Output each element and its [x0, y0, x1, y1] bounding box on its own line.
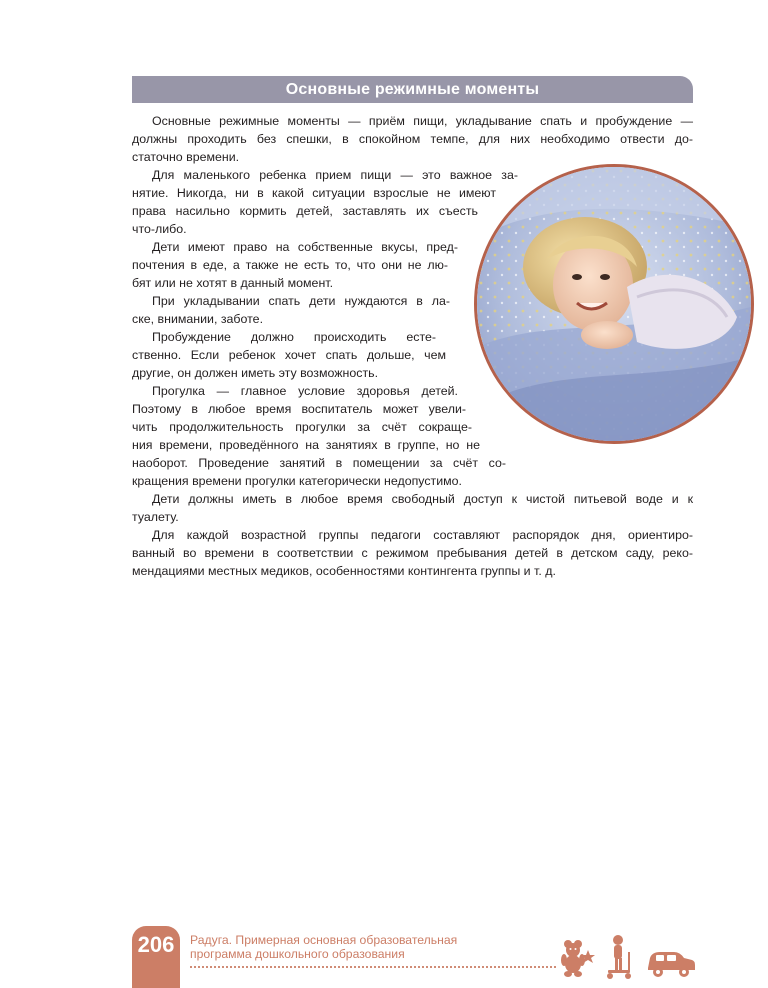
text-line: ния времени, проведённого на занятиях в группе, но не — [132, 438, 480, 452]
child-on-scooter-icon — [607, 935, 631, 979]
text-line: что-либо. — [132, 222, 187, 236]
text-line: ванный во времени в соответствии с режимом пребывания детей в детском саду, реко- — [132, 546, 693, 560]
text-line: чить продолжительность прогулки за счёт сокраще- — [132, 420, 472, 434]
text-line: кращения времени прогулки категорически недопустимо. — [132, 474, 463, 488]
text-line: другие, он должен иметь эту возможность. — [132, 366, 379, 380]
text-line: наоборот. Проведение занятий в помещении за счёт со- — [132, 456, 506, 470]
text-line: Для каждой возрастной группы педагоги составляют распорядок дня, ориентиро- — [152, 528, 693, 542]
text-line: мендациями местных медиков, особенностями контингента группы и т. д. — [132, 564, 556, 578]
toy-car-icon — [648, 952, 695, 977]
page-number-tab — [132, 926, 180, 988]
text-line: статочно времени. — [132, 150, 240, 164]
text-line: Пробуждение должно происходить есте- — [152, 330, 436, 344]
footer-title — [190, 933, 457, 961]
text-line: нятие. Никогда, ни в какой ситуации взрослые не имеют — [132, 186, 496, 200]
page-number: 206 — [137, 932, 175, 957]
text-line: Дети имеют право на собственные вкусы, пред- — [152, 240, 458, 254]
section-title: Основные режимные моменты — [285, 80, 540, 98]
footer-title-line1: Радуга. Примерная основная образовательная — [190, 933, 458, 947]
text-line: Для маленького ребенка прием пищи — это важное за- — [152, 168, 518, 182]
section-header — [132, 76, 693, 103]
footer-title-line2: программа дошкольного образования — [190, 947, 405, 961]
text-line: При укладывании спать дети нуждаются в ла- — [152, 294, 450, 308]
text-line: Прогулка — главное условие здоровья детей. — [152, 384, 458, 398]
footer-decorations — [556, 930, 696, 980]
text-line: права насильно кормить детей, заставлять их съесть — [132, 204, 478, 218]
child-sleeping-photo — [474, 164, 754, 444]
text-line: бят или не хотят в данный момент. — [132, 276, 334, 290]
text-line: Дети должны иметь в любое время свободный доступ к чистой питьевой воде и к — [152, 492, 693, 506]
footer-dotted-line — [190, 966, 556, 968]
bear-icon — [561, 940, 585, 977]
text-line: ске, внимании, заботе. — [132, 312, 264, 326]
text-line: Поэтому в любое время воспитатель может увели- — [132, 402, 466, 416]
text-line: Основные режимные моменты — приём пищи, укладывание спать и пробуждение — — [152, 114, 693, 128]
text-line: должны проходить без спешки, в спокойном темпе, для них необходимо отвести до- — [132, 132, 693, 146]
text-line: туалету. — [132, 510, 179, 524]
text-line: почтения в еде, а также не есть то, что они не лю- — [132, 258, 448, 272]
text-line: ственно. Если ребенок хочет спать дольше, чем — [132, 348, 446, 362]
